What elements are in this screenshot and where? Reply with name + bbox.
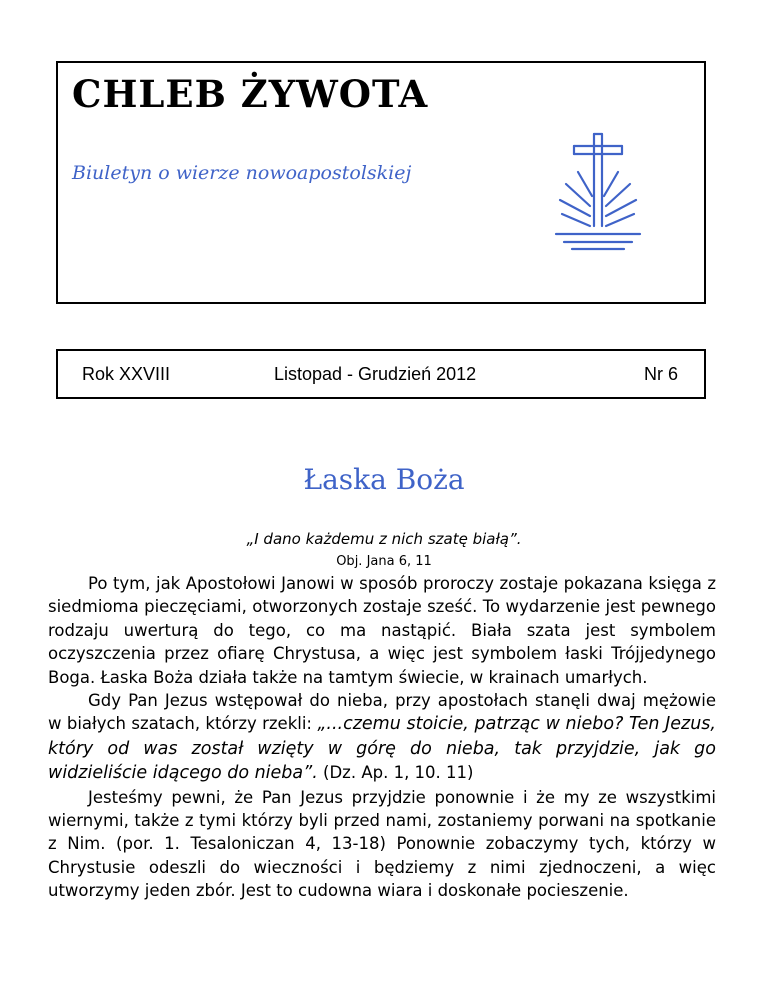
epigraph-quote: „I dano każdemu z nich szatę białą”. bbox=[246, 530, 522, 548]
issue-info-bar bbox=[56, 349, 706, 399]
bulletin-title: CHLEB ŻYWOTA bbox=[72, 72, 429, 116]
cross-with-rising-sun-and-water-icon bbox=[494, 66, 674, 266]
issue-year: Rok XXVIII bbox=[82, 364, 171, 384]
bulletin-subtitle: Biuletyn o wierze nowoapostolskiej bbox=[72, 162, 412, 184]
epigraph-reference: Obj. Jana 6, 11 bbox=[336, 554, 432, 569]
paragraph-1: Po tym, jak Apostołowi Janowi w sposób proroczy zostaje pokazana księga z siedmioma pieczęciami, otworzonych zostaje sześć. To wydarzenie jest pewnego rodzaju uwerturą do tego, co ma nastąpić. Biała szata jest symbolem oczyszczenia przez ofiarę Chrystusa, a więc jest symbolem łaski Trójjedynego Boga. Łaska Boża działa także na tamtym świecie, w krainach umarłych. bbox=[48, 574, 716, 687]
paragraph-3: Jesteśmy pewni, że Pan Jezus przyjdzie ponownie i że my ze wszystkimi wiernymi, także z tymi którzy byli przed nami, zostaniemy porwani na spotkanie z Nim. (por. 1. Tesaloniczan 4, 13-18) Ponownie zobaczymy tych, którzy w Chrystusie odeszli do wieczności i będziemy z nimi zjednoczeni, a więc utworzymy jeden zbór. Jest to cudowna wiara i doskonałe pocieszenie. bbox=[48, 787, 716, 901]
paragraph-2-text: Gdy Pan Jezus wstępował do nieba, przy apostołach stanęli dwaj mężowie w białych szatach, którzy rzekli: bbox=[48, 691, 716, 734]
article-title: Łaska Boża bbox=[303, 463, 465, 496]
issue-date: Listopad - Grudzień 2012 bbox=[274, 364, 477, 384]
issue-number: Nr 6 bbox=[643, 364, 678, 384]
scripture-reference: (Dz. Ap. 1, 10. 11) bbox=[317, 763, 474, 783]
paragraph-2 bbox=[48, 689, 716, 786]
article-body bbox=[48, 572, 716, 903]
scripture-quote: „...czemu stoicie, patrząc w niebo? Ten Jezus, który od was został wzięty w górę do nieba, tak przyjdzie, jak go widzieliście idącego do nieba”. bbox=[48, 714, 716, 784]
